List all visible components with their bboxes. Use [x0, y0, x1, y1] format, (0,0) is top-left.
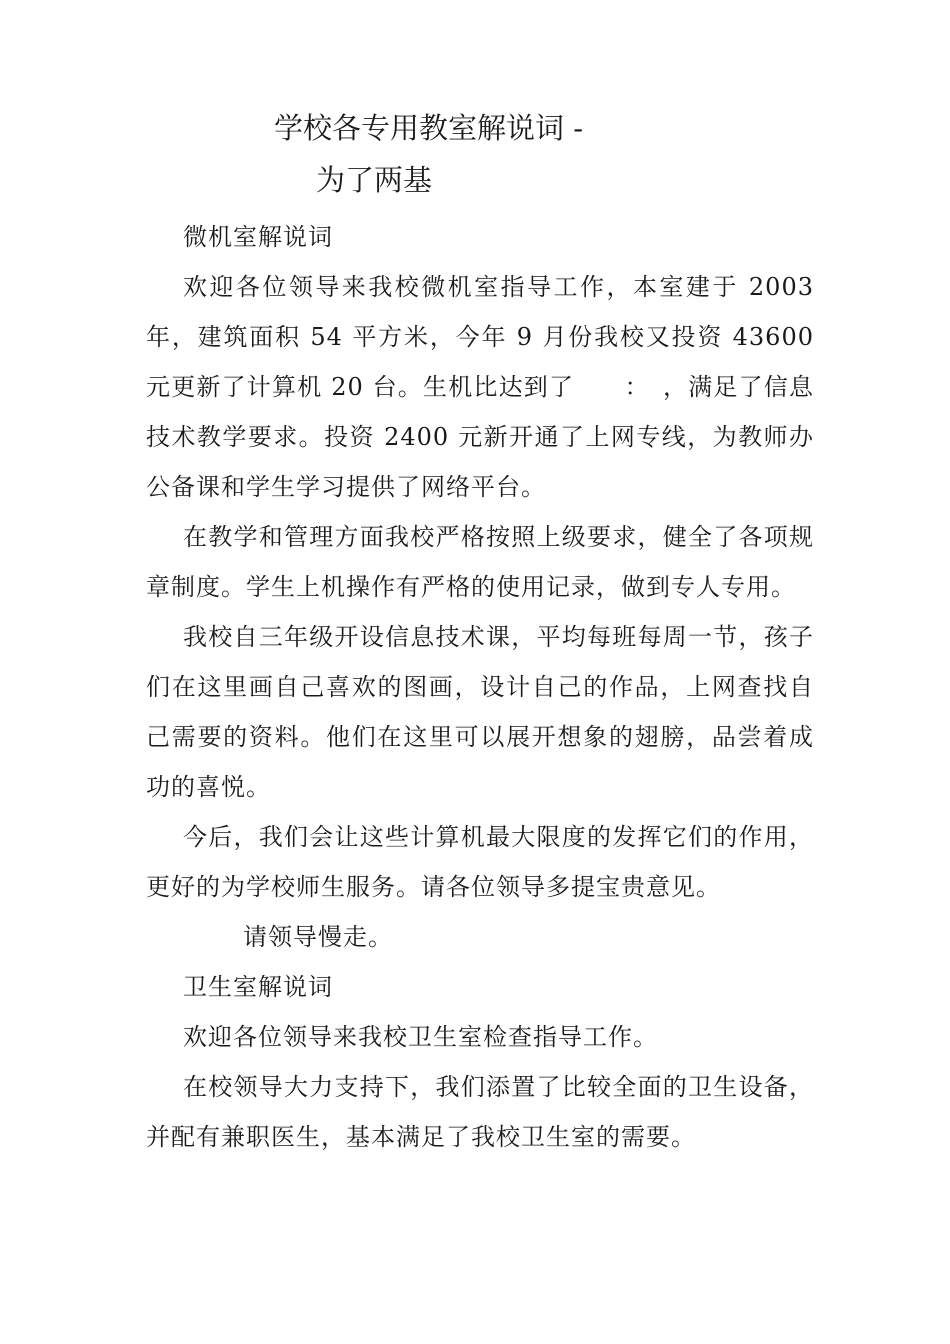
document-title-line-1: 学校各专用教室解说词 - — [274, 111, 584, 145]
paragraph: 欢迎各位领导来我校卫生室检查指导工作。 — [183, 1023, 658, 1051]
paragraph: 欢迎各位领导来我校微机室指导工作，本室建于 2003 年，建筑面积 54 平方米，今年 9 月份我校又投资 43600 元更新了计算机 20 台。生机比达到了 ： ，满足了信息技术教学要求。投资 2400 元新开通了上网专线，为教师办公备课和学生学习提供了网络平台。 — [146, 273, 814, 501]
closing-line: 请领导慢走。 — [243, 923, 393, 951]
paragraph: 我校自三年级开设信息技术课，平均每班每周一节，孩子们在这里画自己喜欢的图画，设计自己的作品，上网查找自己需要的资料。他们在这里可以展开想象的翅膀，品尝着成功的喜悦。 — [146, 623, 814, 801]
paragraph: 在教学和管理方面我校严格按照上级要求，健全了各项规章制度。学生上机操作有严格的使用记录，做到专人专用。 — [146, 523, 814, 601]
section-heading-computer-room: 微机室解说词 — [183, 223, 333, 251]
document-body — [146, 212, 814, 1162]
paragraph: 在校领导大力支持下，我们添置了比较全面的卫生设备，并配有兼职医生，基本满足了我校卫生室的需要。 — [146, 1073, 814, 1151]
paragraph: 今后，我们会让这些计算机最大限度的发挥它们的作用，更好的为学校师生服务。请各位领导多提宝贵意见。 — [146, 823, 814, 901]
document-title-line-2: 为了两基 — [316, 163, 433, 197]
section-heading-clinic: 卫生室解说词 — [183, 973, 333, 1001]
